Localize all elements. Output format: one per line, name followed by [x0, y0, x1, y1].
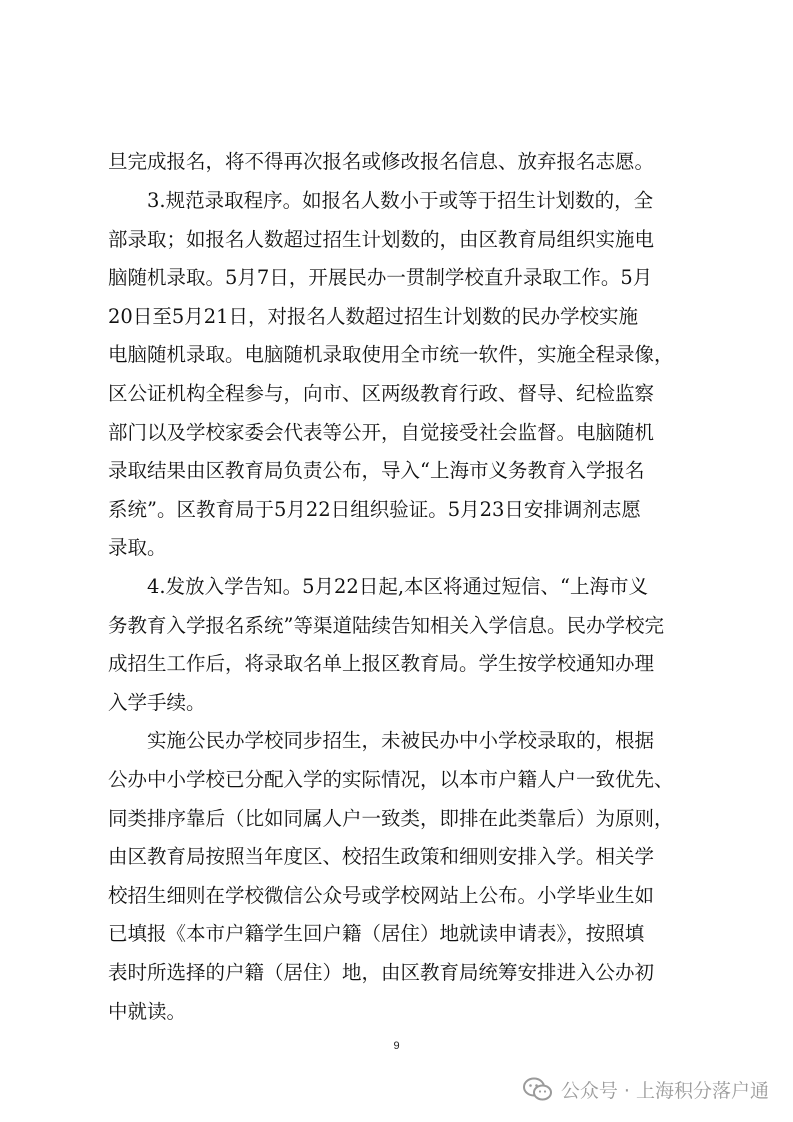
text-line: 系统”。区教育局于5月22日组织验证。5月23日安排调剂志愿	[108, 498, 641, 521]
text-line: 脑随机录取。5月7日，开展民办一贯制学校直升录取工作。5月	[108, 266, 653, 289]
text-line: 区公证机构全程参与，向市、区两级教育行政、督导、纪检监察	[108, 382, 655, 405]
text-line: 由区教育局按照当年度区、校招生政策和细则安排入学。相关学	[108, 845, 655, 868]
text-line: 入学手续。	[108, 691, 206, 714]
text-line: 录取。	[108, 536, 167, 559]
page-number: 9	[393, 1040, 400, 1052]
text-line: 4.发放入学告知。5月22日起,本区将通过短信、“上海市义	[147, 575, 648, 598]
text-line: 公办中小学校已分配入学的实际情况，以本市户籍人户一致优先、	[108, 768, 674, 791]
watermark	[523, 1076, 769, 1103]
watermark-text: 公众号 · 上海积分落户通	[560, 1080, 769, 1102]
text-line: 实施公民办学校同步招生，未被民办中小学校录取的，根据	[147, 729, 655, 752]
text-line: 录取结果由区教育局负责公布，导入“上海市义务教育入学报名	[108, 459, 645, 482]
text-line: 中就读。	[108, 1000, 187, 1023]
text-line: 20日至5月21日，对报名人数超过招生计划数的民办学校实施	[108, 305, 639, 328]
text-line: 部门以及学校家委会代表等公开，自觉接受社会监督。电脑随机	[108, 421, 655, 444]
text-line: 务教育入学报名系统”等渠道陆续告知相关入学信息。民办学校完	[108, 614, 664, 637]
text-line: 旦完成报名，将不得再次报名或修改报名信息、放弃报名志愿。	[108, 150, 655, 173]
text-line: 部录取；如报名人数超过招生计划数的，由区教育局组织实施电	[108, 228, 655, 251]
text-line: 电脑随机录取。电脑随机录取使用全市统一软件，实施全程录像，	[108, 343, 674, 366]
text-line: 校招生细则在学校微信公众号或学校网站上公布。小学毕业生如	[108, 884, 655, 907]
text-line: 已填报《本市户籍学生回户籍（居住）地就读申请表》，按照填	[108, 922, 645, 945]
text-line: 同类排序靠后（比如同属人户一致类，即排在此类靠后）为原则，	[108, 807, 674, 830]
text-line: 表时所选择的户籍（居住）地，由区教育局统筹安排进入公办初	[108, 961, 655, 984]
text-line: 成招生工作后，将录取名单上报区教育局。学生按学校通知办理	[108, 652, 655, 675]
wechat-icon	[523, 1077, 553, 1103]
text-line: 3.规范录取程序。如报名人数小于或等于招生计划数的，全	[147, 189, 654, 212]
